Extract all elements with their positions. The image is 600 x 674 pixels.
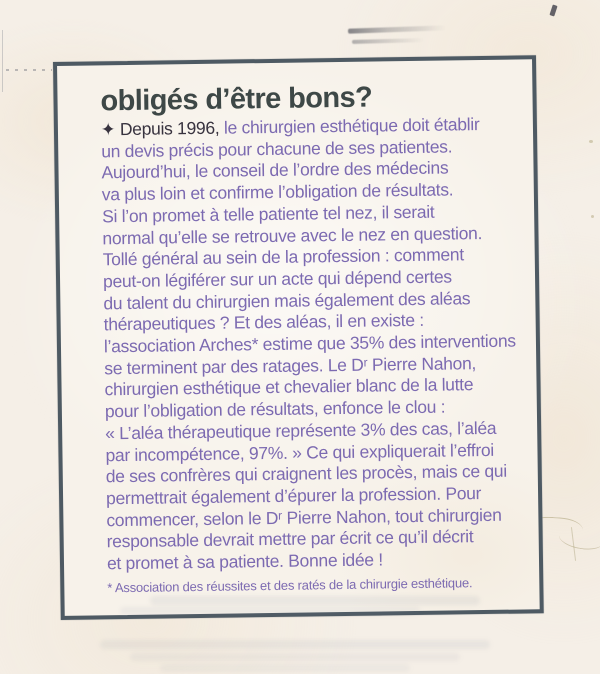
article (57, 59, 539, 596)
body-line-text: commencer, selon le Dʳ Pierre Nahon, tout chirurgien (106, 504, 502, 530)
paper-crease (557, 533, 600, 552)
body-line-text: « L’aléa thérapeutique représente 3% des cas, l’aléa (105, 417, 497, 444)
body-line-text: l’association Arches* estime que 35% des interventions (103, 330, 516, 357)
scan-smudge-top-2 (352, 38, 424, 44)
paper-crease (571, 527, 576, 561)
scan-dashes (6, 69, 52, 71)
body-line-text: un devis précis pour chacune de ses patientes. (101, 136, 453, 162)
scan-smudge-top (348, 25, 446, 33)
body-line-text: thérapeutiques ? Et des aléas, il en existe : (103, 310, 424, 335)
paper-edge-crease (2, 30, 3, 92)
body-line-text: par incompétence, 97%. » Ce qui expliquerait l’effroi (105, 439, 495, 465)
body-line-text: chirurgien esthétique et chevalier blanc de la lutte (104, 374, 474, 400)
ghost-text (130, 653, 460, 661)
body-line-text: se terminent par des ratages. Le Dʳ Pierre Nahon, (104, 352, 477, 379)
body-line-text: de ses confrères qui craignent les procès, mais ce qui (105, 460, 507, 487)
body-line-text: Si l’on promet à telle patiente tel nez, il serait (102, 201, 435, 227)
body-line-lead: ✦ Depuis 1996, (100, 117, 220, 140)
ghost-text (160, 664, 410, 672)
body-line-text: permettrait également d’épurer la profession. Pour (105, 483, 482, 509)
body-line-text: va plus loin et confirme l’obligation de résultats. (101, 179, 454, 205)
article-title: obligés d’être bons? (100, 81, 373, 118)
article-body (101, 113, 531, 575)
body-line-text: peut-on légiférer sur un acte qui dépend certes (102, 266, 452, 292)
article-footnote: * Association des réussites et des ratés de la chirurgie esthétique. (107, 574, 473, 596)
body-line-text: et promet à sa patiente. Bonne idée ! (106, 549, 384, 574)
scan-speck (549, 4, 557, 16)
ghost-text (100, 640, 490, 649)
body-line (107, 547, 531, 575)
article-frame (53, 55, 544, 620)
body-line-text: le chirurgien esthétique doit établir (219, 114, 480, 138)
body-line-text: du talent du chirurgien mais également des aléas (103, 287, 471, 313)
body-line-text: Tollé général au sein de la profession : comment (102, 244, 464, 270)
paper-speck (589, 140, 593, 143)
body-line-text: responsable devrait mettre par écrit ce qu’il décrit (106, 526, 474, 552)
body-line-text: Aujourd’hui, le conseil de l’ordre des médecins (101, 157, 449, 183)
body-line-text: normal qu’elle se retrouve avec le nez en question. (102, 222, 483, 248)
paper-speck (591, 215, 594, 218)
body-line-text: pour l’obligation de résultats, enfonce le clou : (104, 396, 446, 422)
